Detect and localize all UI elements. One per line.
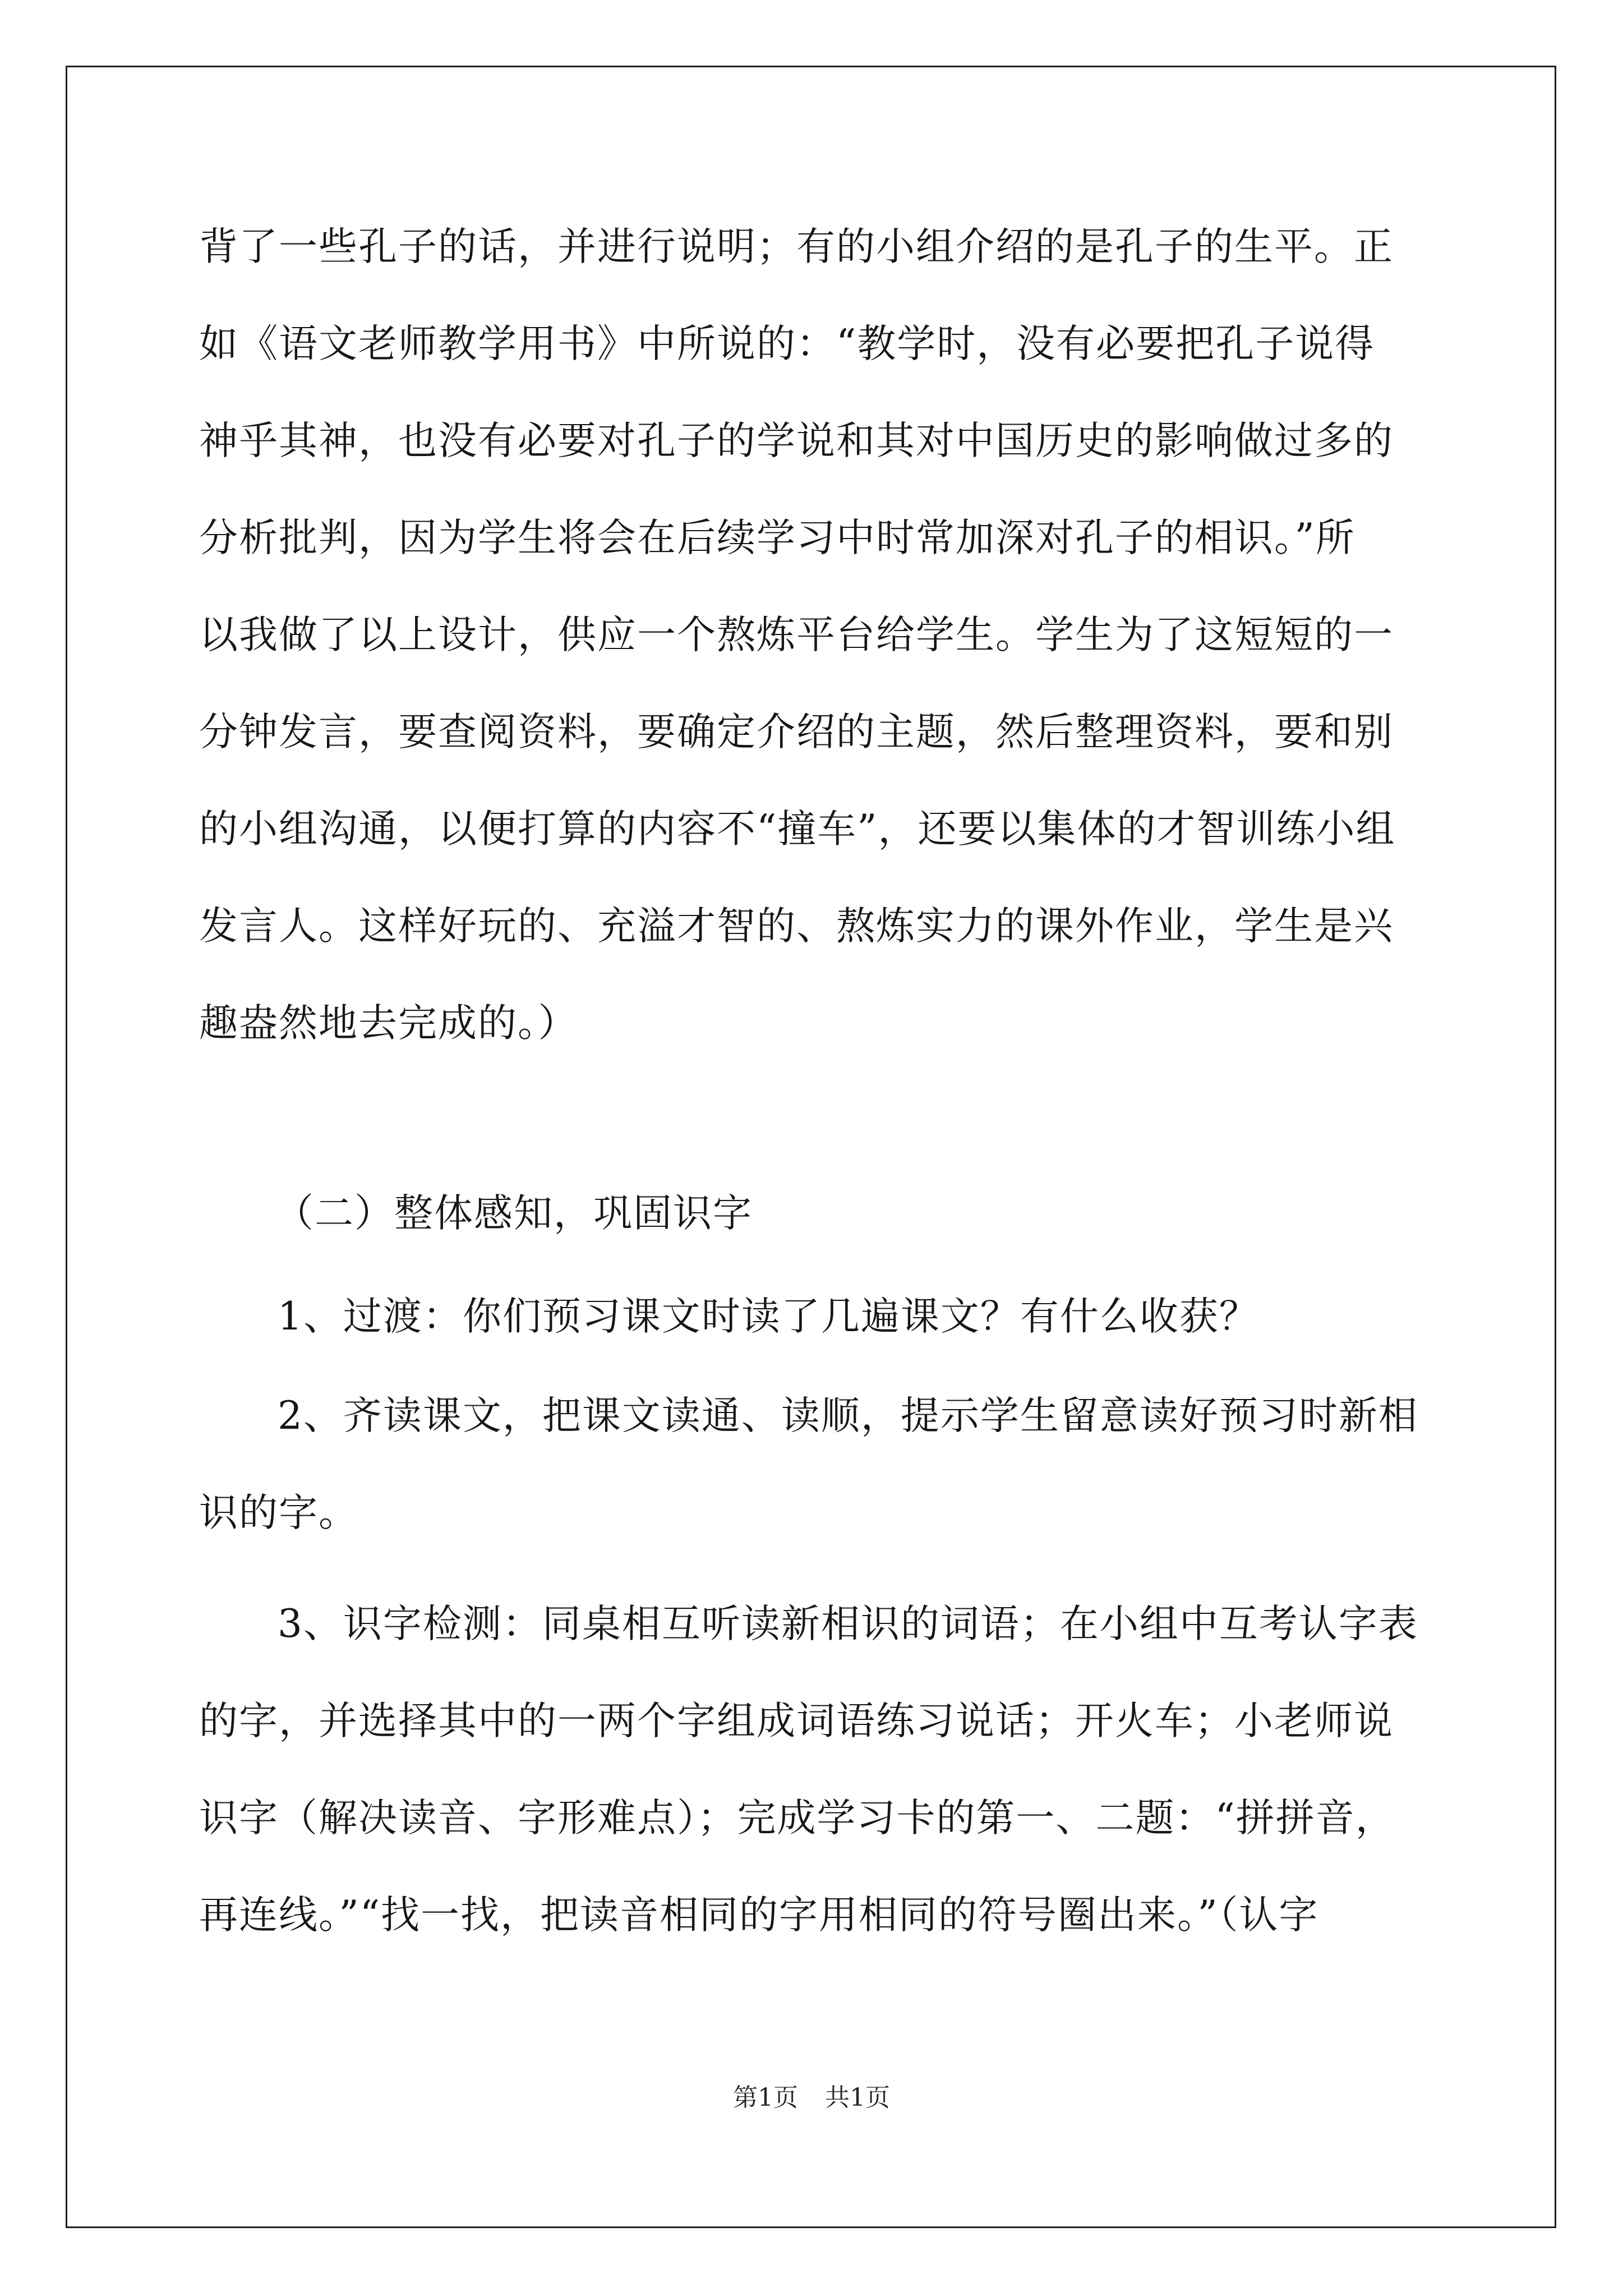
page-number-current: 第1页: [733, 2083, 798, 2112]
text-line: 神乎其神，也没有必要对孔子的学说和其对中国历史的影响做过多的: [199, 418, 1394, 463]
text-line: 如《语文老师教学用书》中所说的：“教学时，没有必要把孔子说得: [199, 321, 1375, 366]
text-line: 3、识字检测：同桌相互听读新相识的词语；在小组中互考认字表: [278, 1602, 1418, 1646]
text-line: 以我做了以上设计，供应一个熬炼平台给学生。学生为了这短短的一: [199, 613, 1394, 657]
text-line: 发言人。这样好玩的、充溢才智的、熬炼实力的课外作业，学生是兴: [199, 904, 1394, 949]
text-line: 的字，并选择其中的一两个字组成词语练习说话；开火车；小老师说: [199, 1699, 1394, 1743]
text-line: 分析批判，因为学生将会在后续学习中时常加深对孔子的相识。”所: [199, 516, 1355, 560]
text-line: 2、齐读课文，把课文读通、读顺，提示学生留意读好预习时新相: [278, 1393, 1418, 1438]
page-footer: [0, 2081, 1623, 2115]
text-line: 分钟发言，要查阅资料，要确定介绍的主题，然后整理资料，要和别: [199, 710, 1394, 754]
text-line: 1、过渡：你们预习课文时读了几遍课文？有什么收获？: [278, 1294, 1259, 1339]
text-line: 再连线。”“找一找，把读音相同的字用相同的符号圈出来。”（认字: [199, 1893, 1319, 1938]
text-line: 的小组沟通，以便打算的内容不“撞车”，还要以集体的才智训练小组: [199, 807, 1396, 852]
section-heading: （二）整体感知，巩固识字: [275, 1191, 753, 1236]
text-line: 识的字。: [199, 1490, 358, 1535]
text-line: 识字（解决读音、字形难点）；完成学习卡的第一、二题：“拼拼音，: [199, 1796, 1395, 1841]
text-line: 背了一些孔子的话，并进行说明；有的小组介绍的是孔子的生平。正: [199, 224, 1394, 269]
text-line: 趣盎然地去完成的。）: [199, 1001, 578, 1046]
page-number-total: 共1页: [825, 2083, 890, 2112]
